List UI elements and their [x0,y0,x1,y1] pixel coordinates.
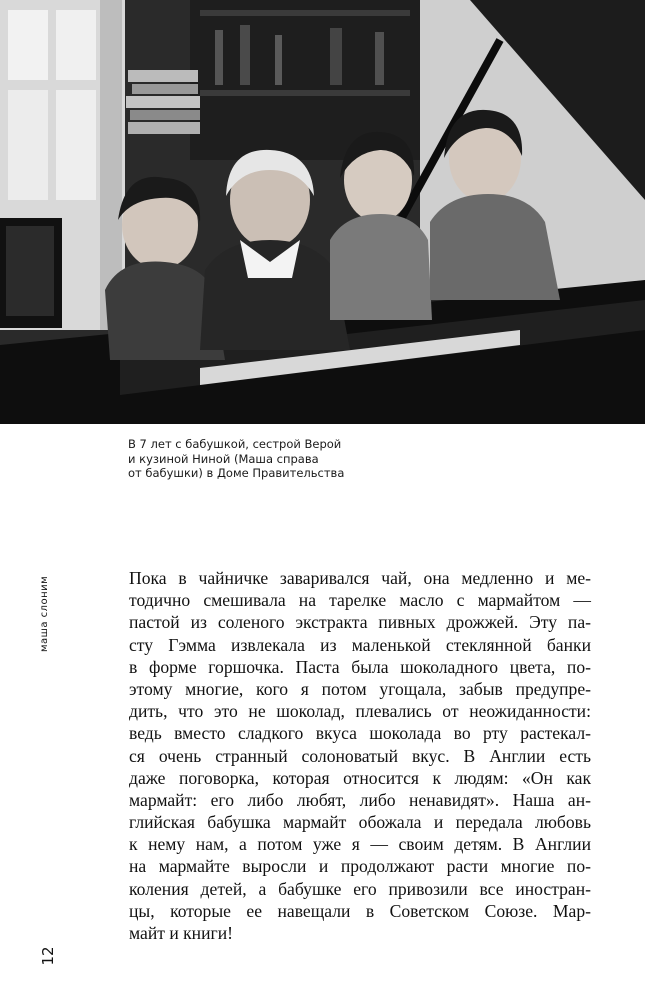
text-line: к нему нам, а потом уже я — своим детям. В Англии [129,834,591,855]
body-paragraph [129,567,591,944]
text-line: тодично смешивала на тарелке масло с мармайтом — [129,590,591,611]
running-head: маша слоним [39,575,50,652]
photo-grandmother-girls-piano [0,0,645,424]
text-line: цы, которые ее навещали в Советском Союзе. Мар- [129,900,591,921]
caption-line: В 7 лет с бабушкой, сестрой Верой [128,437,342,451]
text-line: Пока в чайничке заваривался чай, она медленно и ме- [129,568,591,588]
text-line: пастой из соленого экстракта пивных дрожжей. Эту па- [129,612,591,633]
text-line: ся очень странный солоноватый вкус. В Англии есть [129,745,591,766]
text-line: дить, что это не шоколад, плевались от неожиданности: [129,701,591,722]
text-line: сту Гэмма извлекала из маленькой стеклянной банки [129,634,591,655]
caption-line: и кузиной Ниной (Маша справа [128,451,319,466]
photo-caption [128,437,388,481]
photograph [0,0,645,424]
caption-line: от бабушки) в Доме Правительства [128,466,345,480]
text-line: этому многие, кого я потом угощала, забыв предупре- [129,678,591,699]
page-number: 12 [39,946,57,966]
text-line: мармайт: его либо любят, либо ненавидят». Наша ан- [129,789,591,810]
text-line: ведь вместо сладкого вкуса шоколада во рту растекал- [129,723,591,744]
text-line: глийская бабушка мармайт обожала и передала любовь [129,812,591,833]
text-line: на мармайте выросли и продолжают расти многие по- [129,856,591,877]
text-line: в форме горшочка. Паста была шоколадного цвета, по- [129,656,591,677]
text-line: коления детей, а бабушке его привозили все иностран- [129,878,591,899]
text-line: даже поговорка, которая относится к людям: «Он как [129,767,591,788]
text-line: майт и книги! [129,923,234,943]
